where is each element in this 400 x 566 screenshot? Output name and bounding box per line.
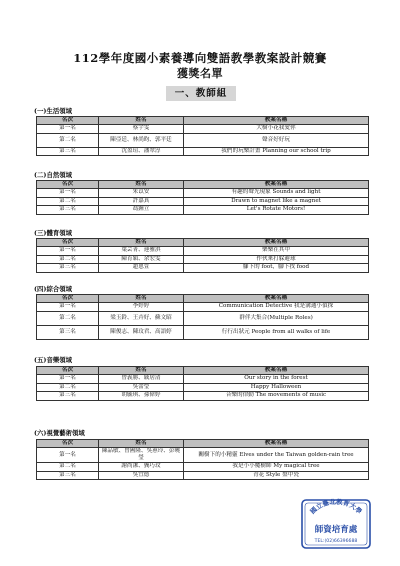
table-row (37, 255, 369, 264)
cell-rank: 第三名 (37, 392, 99, 401)
cell-rank: 第三名 (37, 264, 99, 273)
table-header (37, 239, 369, 247)
cell-plan: Communication Detective 我是溝通小偵探 (184, 303, 369, 312)
teacher-group-banner: 一、教師組 (166, 86, 236, 101)
table-header (37, 367, 369, 375)
cell-plan: 作伙來打躲避球 (184, 255, 369, 264)
table-row (37, 133, 369, 147)
cell-plan: Happy Halloween (184, 383, 369, 392)
cell-rank: 第一名 (37, 247, 99, 256)
table-row (37, 197, 369, 206)
header-name: 姓名 (99, 440, 184, 448)
table-row (37, 206, 369, 215)
header-name: 姓名 (99, 295, 184, 303)
cell-plan: Let's Rotate Motors! (184, 206, 369, 215)
cell-plan: 樂樂在其中 (184, 247, 369, 256)
cell-plan: 聲音好好玩 (184, 133, 369, 147)
header-plan: 教案名稱 (184, 295, 369, 303)
cell-name: 陳品敏、曾國隆、吳蕙玲、彭曉瑩 (99, 448, 184, 463)
header-plan: 教案名稱 (184, 440, 369, 448)
cell-plan: 有趣的聲光現象 Sounds and light (184, 189, 369, 198)
table-row (37, 303, 369, 312)
cell-name: 馮鐘立 (99, 206, 184, 215)
section-label-integrative: (四)綜合領域 (34, 285, 73, 293)
cell-rank: 第二名 (37, 311, 99, 325)
table-header (37, 295, 369, 303)
table-row (37, 189, 369, 198)
table-row (37, 125, 369, 134)
cell-plan: 關樹下的小精靈 Elves under the Taiwan golden-rain tree (184, 448, 369, 463)
cell-name: 葉芸菁、連雅淇 (99, 247, 184, 256)
table-row (37, 448, 369, 463)
table-row (37, 375, 369, 384)
header-rank: 名次 (37, 440, 99, 448)
cell-rank: 第一名 (37, 189, 99, 198)
table-row (37, 392, 369, 401)
cell-rank: 第三名 (37, 471, 99, 480)
header-name: 姓名 (99, 117, 184, 125)
cell-rank: 第二名 (37, 383, 99, 392)
document-title: 112學年度國小素養導向雙語教學教案設計競賽 (73, 51, 327, 65)
header-rank: 名次 (37, 367, 99, 375)
cell-rank: 第三名 (37, 206, 99, 215)
cell-rank: 第一名 (37, 303, 99, 312)
header-rank: 名次 (37, 181, 99, 189)
seal-tel-text: TEL:(02)66396688 (314, 539, 358, 544)
table-row (37, 311, 369, 325)
section-label-visual-arts: (六)視覺藝術領域 (34, 429, 85, 437)
cell-rank: 第一名 (37, 125, 99, 134)
header-plan: 教案名稱 (184, 181, 369, 189)
cell-name: 梁玉鈴、王卉好、蘇文昭 (99, 311, 184, 325)
header-name: 姓名 (99, 367, 184, 375)
cell-name: 朱苡安 (99, 189, 184, 198)
cell-name: 許嘉真 (99, 197, 184, 206)
cell-name: 胡毓琪、孫偉婷 (99, 392, 184, 401)
cell-plan: 群伴大集合(Multiple Roles) (184, 311, 369, 325)
cell-name: 吳蕾瑩 (99, 383, 184, 392)
table-header (37, 181, 369, 189)
cell-plan: 大樹小花我愛你 (184, 125, 369, 134)
official-seal-stamp (300, 498, 372, 550)
cell-name: 謝尚潔、龔巧玟 (99, 463, 184, 472)
header-rank: 名次 (37, 239, 99, 247)
cell-name: 陳育穎、余宏雯 (99, 255, 184, 264)
table-header (37, 440, 369, 448)
cell-name: 李婷婷 (99, 303, 184, 312)
header-name: 姓名 (99, 239, 184, 247)
header-rank: 名次 (37, 295, 99, 303)
section-label-life: (一)生活領域 (34, 107, 73, 115)
table-row (37, 463, 369, 472)
table-row (37, 471, 369, 480)
table-row (37, 325, 369, 339)
table-integrative (36, 294, 369, 340)
cell-plan: 音樂的律動 The movements of music (184, 392, 369, 401)
cell-rank: 第二名 (37, 463, 99, 472)
table-pe (36, 238, 369, 273)
header-plan: 教案名稱 (184, 117, 369, 125)
cell-rank: 第一名 (37, 448, 99, 463)
cell-plan: 腳下的 foot，腳下找 food (184, 264, 369, 273)
cell-plan: Our story in the forest (184, 375, 369, 384)
cell-plan: 我是小小魔樹師 My magical tree (184, 463, 369, 472)
cell-rank: 第三名 (37, 147, 99, 156)
table-row (37, 383, 369, 392)
table-row (37, 247, 369, 256)
cell-rank: 第二名 (37, 133, 99, 147)
cell-name: 曾義勝、戚居清 (99, 375, 184, 384)
cell-rank: 第二名 (37, 255, 99, 264)
section-label-music: (五)音樂領域 (34, 356, 73, 364)
cell-plan: 我們的玩樂計畫 Planning our school trip (184, 147, 369, 156)
section-label-science: (二)自然領域 (34, 171, 73, 179)
table-science (36, 180, 369, 215)
seal-center-text: 師資培育處 (314, 525, 358, 535)
cell-name: 趙恩萱 (99, 264, 184, 273)
header-name: 姓名 (99, 181, 184, 189)
cell-rank: 第二名 (37, 197, 99, 206)
seal-ring-text: 國立臺北教育大學 (308, 498, 364, 516)
table-life (36, 116, 369, 156)
header-plan: 教案名稱 (184, 367, 369, 375)
cell-name: 陳俊志、陳玟君、高語婷 (99, 325, 184, 339)
section-label-pe: (三)體育領域 (34, 229, 73, 237)
header-plan: 教案名稱 (184, 239, 369, 247)
cell-name: 陳亞廷、林尚昀、郭平廷 (99, 133, 184, 147)
cell-plan: Drawn to magnet like a magnet (184, 197, 369, 206)
cell-name: 蔡宇雯 (99, 125, 184, 134)
cell-plan: 行行出狀元 People from all walks of life (184, 325, 369, 339)
table-header (37, 117, 369, 125)
cell-name: 沈盈瑄、潘翠淳 (99, 147, 184, 156)
header-rank: 名次 (37, 117, 99, 125)
table-row (37, 264, 369, 273)
cell-rank: 第三名 (37, 325, 99, 339)
document-subtitle: 獲獎名單 (177, 67, 223, 80)
table-music (36, 366, 369, 401)
table-visual-arts (36, 439, 369, 480)
cell-name: 吳宜德 (99, 471, 184, 480)
table-row (37, 147, 369, 156)
cell-rank: 第一名 (37, 375, 99, 384)
cell-plan: 青花 Style 盤中瓷 (184, 471, 369, 480)
